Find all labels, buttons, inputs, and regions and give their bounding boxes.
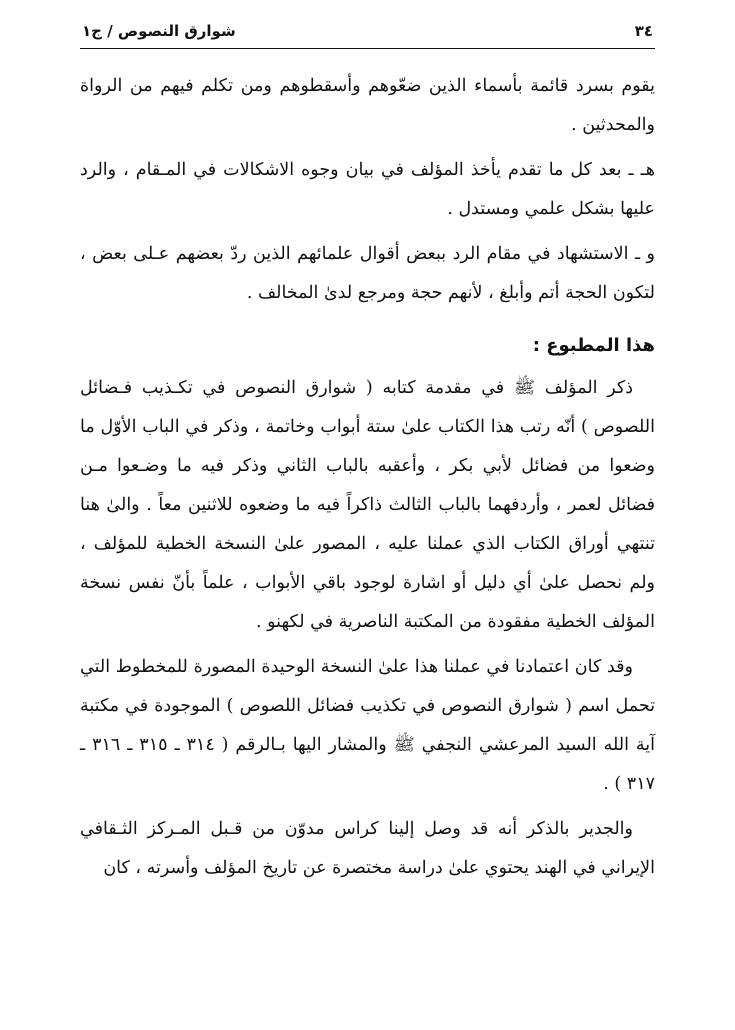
paragraph-narrators: يقوم بسرد قائمة بأسماء الذين ضعّوهم وأسقطوهم ومن تكلم فيهم من الرواة والمحدثين . [80, 76, 655, 135]
paragraph-manuscript: وقد كان اعتمادنا في عملنا هذا علىٰ النسخة الوحيدة المصورة للمخطوط التي تحمل اسم ( شوارق النصوص في تكذيب فضائل اللصوص ) الموجودة في مكتبة آية الله السيد المرعشي النجفي ﷺ والمشار اليها بـالرقم ( ٣١٤ ـ ٣١٥ ـ ٣١٦ ـ ٣١٧ ) . [80, 657, 655, 794]
page-number: ٣٤ [634, 22, 653, 40]
paragraph-book-structure: ذكر المؤلف ﷺ في مقدمة كتابه ( شوارق النصوص في تكـذيب فـضائل اللصوص ) أنّه رتب هذا الكتاب علىٰ ستة أبواب وخاتمة ، وذكر في الباب الأوّل ما وضعوا من فضائل لأبي بكر ، وأعقبه بالباب الثاني وذكر فيه ما وضـعوا مـن فضائل لعمر ، وأردفهما بالباب الثالث ذاكراً فيه ما وضعوه للاثنين معاً . والىٰ هنا تنتهي أوراق الكتاب الذي عملنا عليه ، المصور علىٰ النسخة الخطية للمؤلف ، ولم نحصل علىٰ أي دليل أو اشارة لوجود باقي الأبواب ، علماً بأنّ نفس نسخة المؤلف الخطية مفقودة من المكتبة الناصرية في لكهنو . [80, 378, 655, 632]
running-title: شوارق النصوص / ج١ [82, 22, 236, 40]
page-body [80, 67, 655, 888]
document-page [80, 22, 655, 894]
section-heading: هذا المطبوع : [532, 335, 655, 356]
paragraph-booklet: والجدير بالذكر أنه قد وصل إلينا كراس مدوّن من قـبل المـركز الثـقافي الإيراني في الهند يحتوي علىٰ دراسة مختصرة عن تاريخ المؤلف وأسرته ، كان [80, 819, 655, 878]
paragraph-item-ha: هـ ـ بعد كل ما تقدم يأخذ المؤلف في بيان وجوه الاشكالات في المـقام ، والرد عليها بشكل علمي ومستدل . [80, 160, 655, 219]
page-header [80, 22, 655, 49]
paragraph-item-waw: و ـ الاستشهاد في مقام الرد ببعض أقوال علمائهم الذين ردّ بعضهم عـلى بعض ، لتكون الحجة أتم وأبلغ ، لأنهم حجة ومرجع لدىٰ المخالف . [80, 244, 655, 303]
